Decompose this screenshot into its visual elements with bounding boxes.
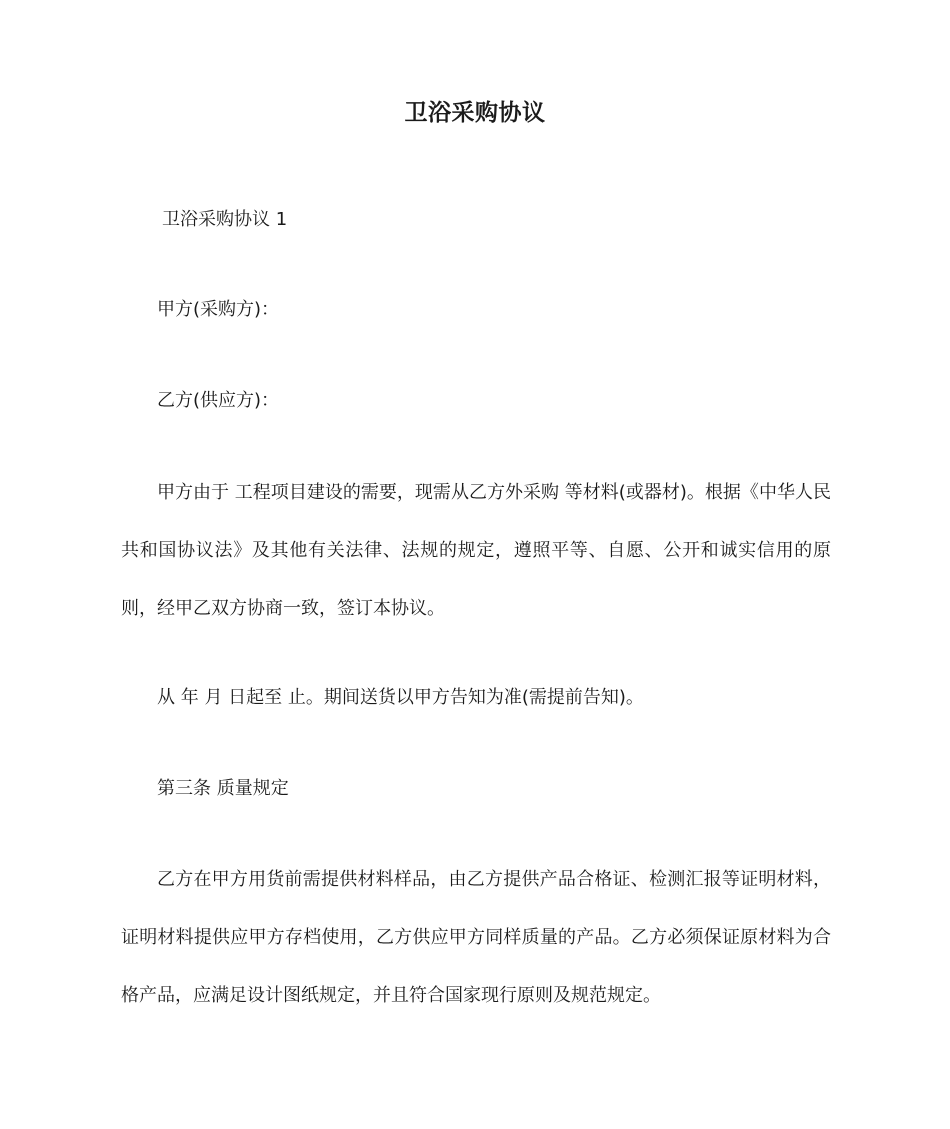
party-a-line: 甲方(采购方)：: [157, 299, 280, 320]
subtitle-paragraph: 卫浴采购协议 1: [162, 209, 288, 230]
quality-requirements-paragraph: 乙方在甲方用货前需提供材料样品，由乙方提供产品合格证、检测汇报等证明材料，证明材料提供应甲方存档使用，乙方供应甲方同样质量的产品。乙方必须保证原材料为合格产品，应满足设计图纸规定，并且符合国家现行原则及规范规定。: [121, 869, 831, 1006]
preamble-paragraph: 甲方由于 工程项目建设的需要，现需从乙方外采购 等材料(或器材)。根据《中华人民共和国协议法》及其他有关法律、法规的规定，遵照平等、自愿、公开和诚实信用的原则，经甲乙双方协商一致，签订本协议。: [121, 482, 831, 619]
document-title: 卫浴采购协议: [404, 100, 546, 126]
party-b-line: 乙方(供应方)：: [157, 390, 280, 411]
article-three-heading: 第三条 质量规定: [157, 778, 289, 799]
delivery-period-paragraph: 从 年 月 日起至 止。期间送货以甲方告知为准(需提前告知)。: [157, 687, 644, 708]
